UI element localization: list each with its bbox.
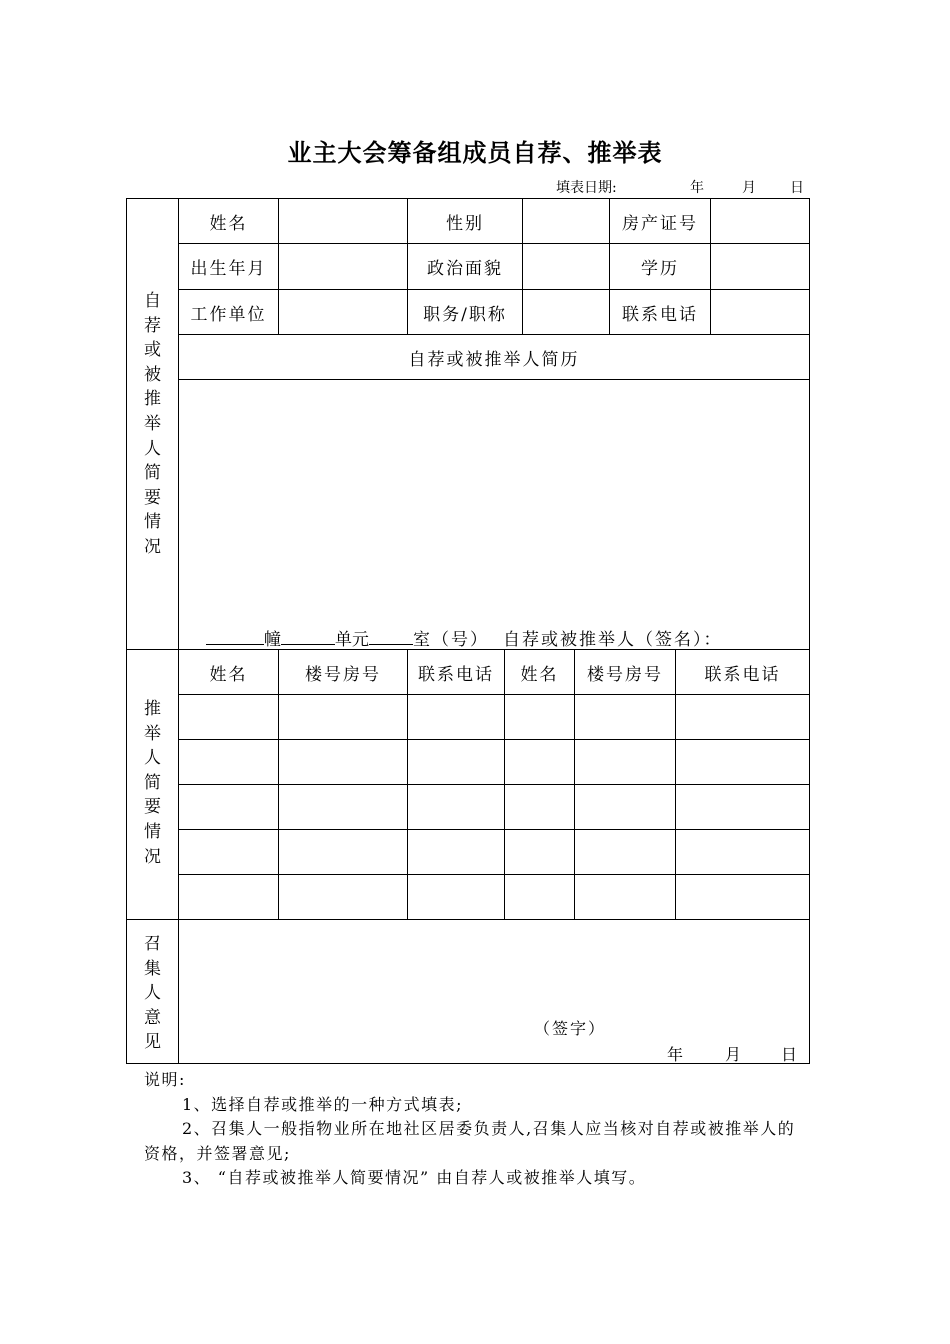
nominator-phone-header: 联系电话	[418, 664, 494, 685]
resume-field[interactable]	[179, 380, 809, 620]
phone-label: 联系电话	[622, 304, 698, 325]
notes	[144, 1068, 809, 1191]
room-blank[interactable]	[369, 628, 413, 645]
gender-field[interactable]	[523, 199, 609, 243]
employer-field[interactable]	[279, 290, 407, 334]
note-item-1: 1、选择自荐或推举的一种方式填表;	[182, 1094, 464, 1114]
property-cert-field[interactable]	[711, 199, 809, 243]
nominator-name-header: 姓名	[520, 664, 559, 685]
birth-date-label: 出生年月	[190, 259, 267, 279]
fill-date-month: 月	[742, 180, 756, 196]
gender-label: 性别	[446, 213, 484, 234]
nominator-room-header: 楼号房号	[305, 664, 381, 685]
phone-field[interactable]	[711, 290, 809, 334]
property-cert-label: 房产证号	[622, 213, 698, 234]
nominator-entry-rows[interactable]	[179, 695, 809, 919]
education-field[interactable]	[711, 244, 809, 289]
nominator-name-header: 姓名	[209, 664, 248, 685]
resume-header: 自荐或被推举人简历	[408, 349, 580, 370]
notes-heading: 说明:	[144, 1070, 186, 1089]
education-label: 学历	[641, 259, 679, 279]
note-item-3: 3、 “自荐或被推举人简要情况” 由自荐人或被推举人填写。	[182, 1168, 647, 1187]
name-label: 姓名	[209, 213, 248, 234]
nominator-phone-header: 联系电话	[704, 664, 781, 685]
note-item-2: 2、召集人一般指物业所在地社区居委负责人,召集人应当核对自荐或被推举人的资格，并签署意见;	[144, 1119, 796, 1163]
position-title-label: 职务/职称	[423, 304, 507, 325]
name-field[interactable]	[279, 199, 407, 243]
unit-blank[interactable]	[281, 628, 335, 645]
convener-opinion-field[interactable]	[179, 920, 809, 1016]
fill-date-year: 年	[690, 180, 704, 196]
fill-date-day: 日	[790, 180, 804, 196]
address-signature-line: 幢 单元 室（号） 自荐或被推举人（签名）：	[206, 625, 723, 650]
self-nominee-section-label: 自 荐 或 被 推 举 人 简 要 情 况	[144, 291, 161, 557]
convener-date-year: 年	[666, 1044, 685, 1064]
convener-date-day: 日	[780, 1044, 799, 1064]
birth-date-field[interactable]	[279, 244, 407, 289]
position-title-field[interactable]	[523, 290, 609, 334]
nominator-section-label: 推 举 人 简 要 情 况	[144, 699, 161, 867]
political-status-field[interactable]	[523, 244, 609, 289]
form-title: 业主大会筹备组成员自荐、推举表	[287, 139, 663, 167]
employer-label: 工作单位	[190, 304, 267, 325]
political-status-label: 政治面貌	[427, 259, 503, 279]
fill-date-label: 填表日期:	[556, 180, 617, 196]
convener-date-month: 月	[724, 1044, 743, 1064]
building-blank[interactable]	[206, 628, 264, 645]
convener-signature-label: （签字）	[533, 1018, 606, 1038]
convener-section-label: 召 集 人 意 见	[144, 934, 161, 1053]
nominator-room-header: 楼号房号	[587, 664, 663, 685]
